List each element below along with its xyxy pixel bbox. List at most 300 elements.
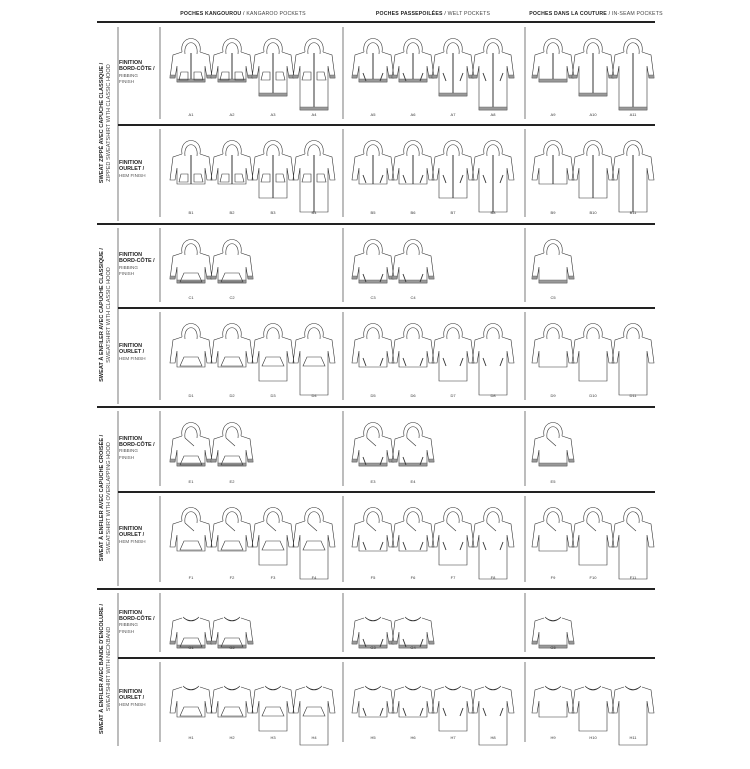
cuff-ribbing	[211, 276, 216, 279]
view-code: A9	[550, 112, 556, 117]
hood-opening	[447, 145, 459, 156]
welt-pocket	[363, 542, 366, 550]
hood-overlap	[587, 523, 596, 531]
body-outline	[612, 337, 654, 395]
view-code: F5	[370, 575, 376, 580]
view-code: G3	[370, 645, 376, 650]
welt-pocket	[380, 175, 383, 183]
hood	[544, 141, 563, 155]
cuff-ribbing	[569, 641, 574, 644]
hood-opening	[547, 145, 559, 156]
section-title: SWEAT ZIPPÉ AVEC CAPUCHE CLASSIQUE / ZIPPED SWEATSHIRT WITH CLASSIC HOOD	[99, 62, 112, 184]
cuff-ribbing	[532, 276, 537, 279]
garment-G4	[392, 617, 434, 648]
view-code: D5	[370, 393, 376, 398]
hood-opening	[367, 328, 379, 339]
hem-ribbing	[359, 280, 387, 283]
cuff-ribbing	[248, 641, 253, 644]
hood-opening	[627, 145, 639, 156]
hood-opening	[407, 328, 419, 339]
hood-overlap	[447, 523, 456, 531]
welt-pocket	[500, 73, 503, 81]
kangaroo-pocket	[262, 707, 284, 716]
hood	[305, 508, 324, 522]
garment-A6	[392, 39, 434, 83]
view-code: A2	[229, 112, 235, 117]
hood-opening	[267, 145, 279, 156]
cuff-ribbing	[532, 641, 537, 644]
hood-overlap	[407, 523, 416, 531]
hem-ribbing	[218, 280, 246, 283]
welt-pocket	[420, 175, 423, 183]
garment-C5	[532, 240, 574, 284]
view-code: E2	[229, 479, 235, 484]
kangaroo-pocket	[221, 357, 243, 366]
hem-ribbing	[218, 79, 246, 82]
view-code: H7	[450, 735, 456, 740]
hood	[444, 508, 463, 522]
hood-opening	[367, 145, 379, 156]
hood	[182, 141, 201, 155]
view-code: A3	[270, 112, 276, 117]
welt-pocket	[483, 175, 486, 183]
garment-E1	[170, 423, 212, 467]
cuff-ribbing	[572, 75, 577, 78]
hood-opening	[627, 328, 639, 339]
hood	[364, 141, 383, 155]
hood-opening	[547, 244, 559, 255]
garment-A2	[211, 39, 253, 83]
view-code: D8	[490, 393, 496, 398]
body-outline	[532, 436, 574, 466]
hood	[404, 141, 423, 155]
kangaroo-pocket	[221, 707, 243, 716]
hood	[544, 324, 563, 338]
cuff-ribbing	[352, 75, 357, 78]
kangaroo-pocket	[303, 707, 325, 716]
row-label-rib: FINITION BORD-CÔTE / RIBBING FINISH	[119, 609, 155, 634]
body-outline	[392, 337, 434, 367]
hood	[305, 141, 324, 155]
body-outline	[252, 687, 294, 731]
hood-opening	[407, 43, 419, 54]
cuff-ribbing	[248, 276, 253, 279]
hood	[364, 324, 383, 338]
hem-ribbing	[399, 79, 427, 82]
garment-G1	[170, 617, 212, 648]
garment-B2	[211, 141, 253, 185]
hem-ribbing	[619, 107, 647, 110]
cuff-ribbing	[649, 75, 654, 78]
view-code: E3	[370, 479, 376, 484]
garment-G5	[532, 617, 574, 648]
kangaroo-pocket	[276, 174, 285, 182]
kangaroo-pocket	[221, 541, 243, 550]
hood	[484, 508, 503, 522]
hood	[264, 141, 283, 155]
welt-pocket	[403, 542, 406, 550]
cuff-ribbing	[429, 276, 434, 279]
view-code: C3	[370, 295, 376, 300]
view-code: B10	[589, 210, 597, 215]
row-label-hem: FINITION OURLET / HEM FINISH	[119, 343, 146, 361]
view-code: E1	[188, 479, 194, 484]
hood	[404, 423, 423, 437]
garment-B5	[352, 141, 394, 185]
hood	[182, 423, 201, 437]
garment-D1	[170, 324, 212, 368]
body-outline	[432, 687, 474, 731]
view-code: A1	[188, 112, 194, 117]
garment-A5	[352, 39, 394, 83]
hood	[544, 39, 563, 53]
hood-opening	[547, 328, 559, 339]
garment-B9	[532, 141, 574, 185]
view-code: H5	[370, 735, 376, 740]
hood-opening	[185, 512, 197, 523]
welt-pocket	[500, 358, 503, 366]
cuff-ribbing	[293, 75, 298, 78]
hem-ribbing	[300, 107, 328, 110]
column-header-kangaroo: POCHES KANGOUROU / KANGAROO POCKETS	[180, 11, 306, 17]
kangaroo-pocket	[262, 541, 284, 550]
cuff-ribbing	[211, 641, 216, 644]
view-code: B2	[229, 210, 235, 215]
garment-D7	[432, 324, 474, 382]
garment-F8	[472, 508, 514, 580]
hood-opening	[185, 43, 197, 54]
cuff-ribbing	[170, 276, 175, 279]
body-outline	[352, 337, 394, 367]
body-outline	[392, 521, 434, 551]
garment-D3	[252, 324, 294, 382]
body-outline	[392, 687, 434, 717]
hood	[264, 508, 283, 522]
hood-opening	[308, 512, 320, 523]
row-label-hem: FINITION OURLET / HEM FINISH	[119, 689, 146, 707]
view-code: A11	[629, 112, 637, 117]
view-code: A5	[370, 112, 376, 117]
hood-opening	[487, 328, 499, 339]
garment-F4	[293, 508, 335, 580]
cuff-ribbing	[429, 459, 434, 462]
welt-pocket	[483, 73, 486, 81]
view-code: C5	[550, 295, 556, 300]
cuff-ribbing	[612, 75, 617, 78]
hood	[182, 508, 201, 522]
cuff-ribbing	[248, 459, 253, 462]
body-outline	[211, 436, 253, 466]
hood	[182, 39, 201, 53]
hood-opening	[308, 43, 320, 54]
view-code: G2	[229, 645, 235, 650]
hem-ribbing	[359, 79, 387, 82]
kangaroo-pocket	[235, 174, 244, 182]
hood-opening	[587, 43, 599, 54]
hood-opening	[487, 43, 499, 54]
garment-H10	[572, 686, 614, 731]
body-outline	[352, 687, 394, 717]
hood-opening	[367, 244, 379, 255]
cuff-ribbing	[569, 459, 574, 462]
view-code: F7	[450, 575, 456, 580]
hood	[305, 324, 324, 338]
garment-E5	[532, 423, 574, 467]
garment-H9	[532, 686, 574, 717]
garment-B6	[392, 141, 434, 185]
body-outline	[432, 521, 474, 565]
view-code: F1	[188, 575, 194, 580]
welt-pocket	[483, 708, 486, 716]
hood-opening	[627, 43, 639, 54]
hood	[404, 508, 423, 522]
garment-F3	[252, 508, 294, 566]
hood-opening	[185, 244, 197, 255]
hood-overlap	[367, 523, 376, 531]
garment-B10	[572, 141, 614, 199]
body-outline	[211, 618, 253, 648]
row-label-rib: FINITION BORD-CÔTE / RIBBING FINISH	[119, 60, 155, 85]
garment-A3	[252, 39, 294, 97]
cuff-ribbing	[392, 641, 397, 644]
welt-pocket	[443, 542, 446, 550]
hood	[584, 39, 603, 53]
hood-opening	[226, 43, 238, 54]
welt-pocket	[460, 175, 463, 183]
kangaroo-pocket	[180, 541, 202, 550]
hood-opening	[407, 512, 419, 523]
hood-opening	[226, 427, 238, 438]
view-code: H1	[188, 735, 194, 740]
hood-opening	[267, 512, 279, 523]
garment-D10	[572, 324, 614, 382]
hood	[223, 508, 242, 522]
welt-pocket	[483, 358, 486, 366]
section-title: SWEAT À ENFILER AVEC CAPUCHE CLASSIQUE / SWEATSHIRT WITH CLASSIC HOOD	[99, 248, 112, 382]
welt-pocket	[380, 542, 383, 550]
view-code: F10	[589, 575, 597, 580]
body-outline	[211, 521, 253, 551]
column-header-inseam: POCHES DANS LA COUTURE / IN-SEAM POCKETS	[529, 11, 663, 17]
body-outline	[170, 436, 212, 466]
welt-pocket	[443, 73, 446, 81]
kangaroo-pocket	[220, 174, 229, 182]
garment-F9	[532, 508, 574, 552]
hood-opening	[627, 512, 639, 523]
hood-overlap	[226, 438, 235, 446]
view-code: D11	[629, 393, 637, 398]
body-outline	[252, 337, 294, 381]
body-outline	[392, 618, 434, 648]
hood-opening	[226, 145, 238, 156]
hood-opening	[547, 512, 559, 523]
garment-F6	[392, 508, 434, 552]
cuff-ribbing	[352, 459, 357, 462]
garment-A9	[532, 39, 574, 83]
body-outline	[352, 253, 394, 283]
hood-opening	[226, 328, 238, 339]
section-title: SWEAT À ENFILER AVEC CAPUCHE CROISÉE / SWEATSHIRT WITH OVERLAPPING HOOD	[99, 434, 112, 561]
view-code: D6	[410, 393, 416, 398]
cuff-ribbing	[170, 459, 175, 462]
hood	[223, 39, 242, 53]
hood	[305, 39, 324, 53]
body-outline	[211, 253, 253, 283]
view-code: H3	[270, 735, 276, 740]
view-code: B4	[311, 210, 317, 215]
hood-overlap	[547, 438, 556, 446]
body-outline	[211, 337, 253, 367]
body-outline	[352, 618, 394, 648]
garment-A4	[293, 39, 335, 111]
garment-B4	[293, 141, 335, 213]
garment-B11	[612, 141, 654, 213]
hood	[584, 508, 603, 522]
garment-H5	[352, 686, 394, 717]
garment-D2	[211, 324, 253, 368]
hood-opening	[185, 328, 197, 339]
view-code: F2	[229, 575, 235, 580]
hood	[624, 39, 643, 53]
hood-opening	[367, 43, 379, 54]
view-code: B7	[450, 210, 456, 215]
cuff-ribbing	[569, 276, 574, 279]
body-outline	[170, 521, 212, 551]
garment-D9	[532, 324, 574, 368]
kangaroo-pocket	[302, 174, 311, 182]
garment-F7	[432, 508, 474, 566]
hood	[364, 240, 383, 254]
hem-ribbing	[539, 79, 567, 82]
garment-B8	[472, 141, 514, 213]
hem-ribbing	[177, 280, 205, 283]
view-code: F3	[270, 575, 276, 580]
kangaroo-pocket	[276, 72, 285, 80]
cuff-ribbing	[429, 641, 434, 644]
view-code: B9	[550, 210, 556, 215]
view-code: B11	[629, 210, 637, 215]
welt-pocket	[460, 542, 463, 550]
welt-pocket	[420, 708, 423, 716]
view-code: A4	[311, 112, 317, 117]
hood	[544, 423, 563, 437]
view-code: C1	[188, 295, 194, 300]
garment-A7	[432, 39, 474, 97]
welt-pocket	[443, 358, 446, 366]
garment-A10	[572, 39, 614, 97]
body-outline	[532, 521, 574, 551]
view-code: D7	[450, 393, 456, 398]
view-code: H11	[629, 735, 637, 740]
hood-overlap	[226, 523, 235, 531]
garment-F10	[572, 508, 614, 566]
cuff-ribbing	[352, 276, 357, 279]
hood-opening	[407, 145, 419, 156]
garment-A1	[170, 39, 212, 83]
cuff-ribbing	[432, 75, 437, 78]
garment-C2	[211, 240, 253, 284]
hood	[544, 508, 563, 522]
kangaroo-pocket	[261, 72, 270, 80]
hood-opening	[587, 145, 599, 156]
garment-D11	[612, 324, 654, 396]
hood	[223, 240, 242, 254]
view-code: D1	[188, 393, 194, 398]
cuff-ribbing	[392, 459, 397, 462]
view-code: D3	[270, 393, 276, 398]
hood-overlap	[547, 523, 556, 531]
hem-ribbing	[218, 463, 246, 466]
hood-opening	[226, 244, 238, 255]
hood	[364, 423, 383, 437]
body-outline	[472, 521, 514, 579]
garment-B3	[252, 141, 294, 199]
kangaroo-pocket	[180, 357, 202, 366]
kangaroo-pocket	[302, 72, 311, 80]
view-code: H4	[311, 735, 317, 740]
kangaroo-pocket	[303, 541, 325, 550]
garment-D5	[352, 324, 394, 368]
view-code: G1	[188, 645, 194, 650]
hood-opening	[367, 512, 379, 523]
hood	[223, 141, 242, 155]
garment-F11	[612, 508, 654, 580]
garment-F1	[170, 508, 212, 552]
body-outline	[170, 687, 212, 717]
view-code: H2	[229, 735, 235, 740]
body-outline	[211, 687, 253, 717]
kangaroo-pocket	[179, 174, 188, 182]
kangaroo-pocket	[317, 174, 326, 182]
welt-pocket	[363, 708, 366, 716]
hood	[624, 141, 643, 155]
garment-F2	[211, 508, 253, 552]
view-code: C4	[410, 295, 416, 300]
hood	[364, 508, 383, 522]
view-code: C2	[229, 295, 235, 300]
body-outline	[432, 337, 474, 381]
cuff-ribbing	[392, 75, 397, 78]
view-code: F8	[490, 575, 496, 580]
view-code: H10	[589, 735, 597, 740]
hood	[264, 324, 283, 338]
welt-pocket	[460, 708, 463, 716]
view-code: G4	[410, 645, 416, 650]
view-code: B3	[270, 210, 276, 215]
view-code: B1	[188, 210, 194, 215]
cuff-ribbing	[211, 459, 216, 462]
welt-pocket	[483, 542, 486, 550]
body-outline	[252, 521, 294, 565]
hood	[444, 141, 463, 155]
hem-ribbing	[259, 93, 287, 96]
hood-opening	[185, 427, 197, 438]
cuff-ribbing	[532, 75, 537, 78]
welt-pocket	[500, 542, 503, 550]
hood	[364, 39, 383, 53]
hood	[584, 141, 603, 155]
cuff-ribbing	[252, 75, 257, 78]
hood	[223, 324, 242, 338]
body-outline	[572, 687, 614, 731]
body-outline	[532, 687, 574, 717]
hem-ribbing	[177, 79, 205, 82]
welt-pocket	[460, 73, 463, 81]
hood-opening	[547, 427, 559, 438]
hood-overlap	[185, 523, 194, 531]
hood	[404, 324, 423, 338]
welt-pocket	[500, 708, 503, 716]
